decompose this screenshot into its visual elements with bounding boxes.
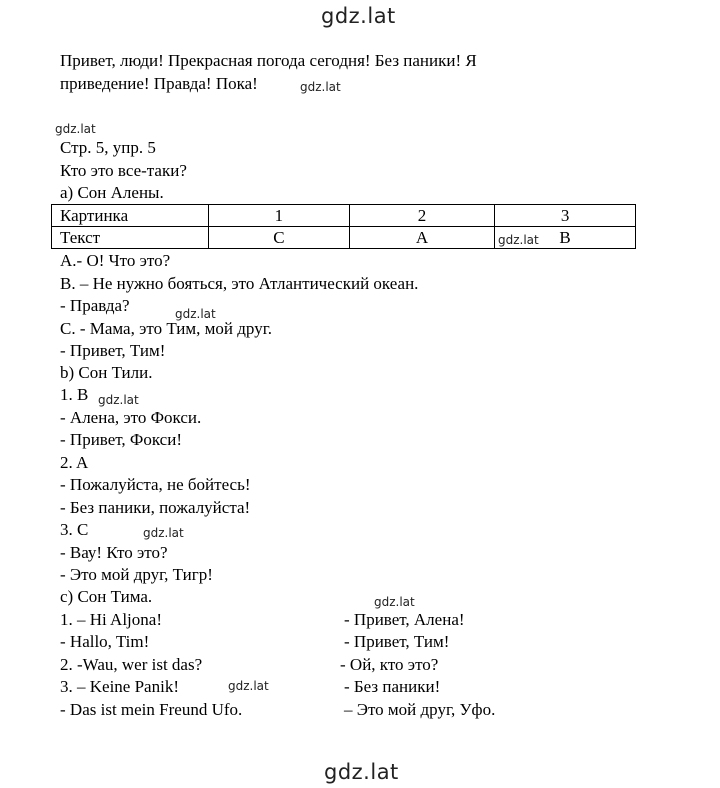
table-row [52,205,636,227]
dialogue-line: - Привет, Фокси! [60,430,182,449]
dialogue-line: - Это мой друг, Тигр! [60,565,213,584]
watermark: gdz.lat [175,307,216,321]
part-a-title: a) Сон Алены. [60,183,164,202]
german-line: 1. – Hi Aljona! [60,610,162,629]
intro-line: Привет, люди! Прекрасная погода сегодня! Без паники! Я [60,51,477,70]
dialogue-line: - Пожалуйста, не бойтесь! [60,475,251,494]
exercise-title: Стр. 5, упр. 5 [60,138,156,157]
intro-line: приведение! Правда! Пока! [60,74,258,93]
watermark: gdz.lat [55,122,96,136]
russian-line: - Без паники! [344,677,441,696]
table-cell: Текст [52,227,209,249]
dialogue-line: A.- O! Что это? [60,251,171,270]
dialogue-line: - Алена, это Фокси. [60,408,202,427]
dialogue-line: 3. C [60,520,89,539]
table-cell: B [495,227,636,249]
dialogue-line: 1. B [60,385,89,404]
russian-line: - Привет, Тим! [344,632,450,651]
table-cell: C [209,227,350,249]
russian-line: - Привет, Алена! [344,610,465,629]
dialogue-line: - Вау! Кто это? [60,543,168,562]
german-line: 2. -Wau, wer ist das? [60,655,203,674]
watermark: gdz.lat [498,233,539,247]
table-cell: 2 [349,205,494,227]
table-cell: A [349,227,494,249]
table-cell: 1 [209,205,350,227]
watermark: gdz.lat [374,595,415,609]
watermark: gdz.lat [143,526,184,540]
german-line: - Hallo, Tim! [60,632,150,651]
russian-line: - Ой, кто это? [340,655,439,674]
dialogue-line: - Без паники, пожалуйста! [60,498,251,517]
table-cell: 3 [495,205,636,227]
table-row [52,227,636,249]
watermark: gdz.lat [228,679,269,693]
dialogue-line: - Привет, Тим! [60,341,166,360]
part-c-title: c) Сон Тима. [60,587,153,606]
part-b-title: b) Сон Тили. [60,363,153,382]
german-line: - Das ist mein Freund Ufo. [60,700,243,719]
dialogue-line: 2. A [60,453,89,472]
table-cell: Картинка [52,205,209,227]
dialogue-line: - Правда? [60,296,130,315]
german-line: 3. – Keine Panik! [60,677,179,696]
matching-table [51,204,636,249]
dialogue-line: C. - Мама, это Тим, мой друг. [60,319,273,338]
dialogue-line: B. – Не нужно бояться, это Атлантический океан. [60,274,419,293]
watermark: gdz.lat [98,393,139,407]
russian-line: – Это мой друг, Уфо. [344,700,496,719]
question: Кто это все-таки? [60,161,187,180]
watermark: gdz.lat [300,80,341,94]
watermark-bottom: gdz.lat [324,760,399,784]
watermark-top: gdz.lat [321,4,396,28]
